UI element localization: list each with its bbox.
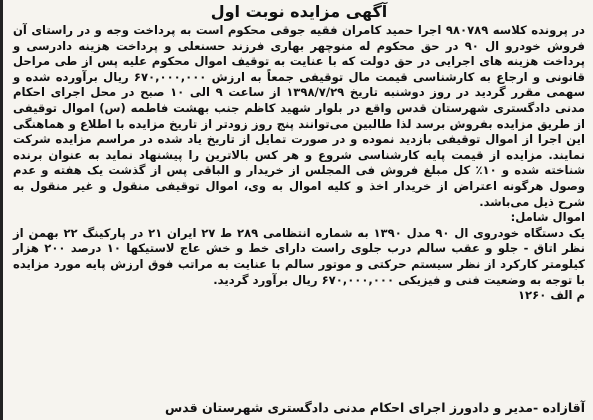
notice-main-paragraph: در پرونده کلاسه ۹۸۰۷۸۹ اجرا حمید کامران فقیه جوقی محکوم است به پرداخت وجه و در راستای آن فروش خودرو ال ۹۰ در حق محکوم له منوچهر بهاری فرزند حسنعلی و پرداخت هزینه دادرسی و پرداخت هزینه های اجرایی در حق دولت که با عنایت به توقیف اموال محکوم علیه پس از طی مراحل قانونی و ارجاع به کارشناسی قیمت مال توقیفی جمعاً به ارزش ۶۷۰,۰۰۰,۰۰۰ ریال برآورده شده و سهمی مقرر گردید در روز دوشنبه تاریخ ۱۳۹۸/۷/۲۹ از ساعت ۹ الی ۱۰ صبح در محل اجرای احکام مدنی دادگستری شهرستان قدس واقع در بلوار شهید کاظم جنب بهشت فاطمه (س) اموال توقیفی از طریق مزایده بفروش برسد لذا طالبین می‌توانند پنج روز زودتر از تاریخ مزایده با اطلاع و هماهنگی این اجرا از اموال توقیفی بازدید نموده و در صورت تمایل از تاریخ یاد شده در مراسم مزایده شرکت نمایند. مزایده از قیمت پایه کارشناسی شروع و هر کس بالاترین را پیشنهاد نماید به عنوان برنده شناخته شده و ۱۰٪ کل مبلغ فروش فی المجلس از خریدار و الباقی پس از گذشت یک هفته و عدم وصول هرگونه اعتراض از خریدار اخذ و کلیه اموال به وی، اموال توقیفی منقول و غیر منقول به شرح ذیل می‌باشد. [13, 23, 585, 209]
notice-signature: آقازاده -مدیر و دادورز اجرای احکام مدنی دادگستری شهرستان قدس [165, 400, 585, 415]
notice-title: آگهی مزایده نوبت اول [210, 2, 388, 21]
notice-body-text [13, 23, 585, 304]
assets-description: یک دستگاه خودروی ال ۹۰ مدل ۱۳۹۰ به شماره انتظامی ۲۸۹ ط ۲۷ ایران ۲۱ در پارکینگ ۲۲ بهمن از نظر اتاق - جلو و عقب سالم درب جلوی راست دارای خط و خش عاج لاستیکها ۱۰ درصد ۲۰۰ هزار کیلومتر کارکرد از نظر سیستم حرکتی و موتور سالم با عنایت به مراتب فوق ارزش پایه مورد مزایده با توجه به وضعیت فنی و فیزیکی ۶۷۰,۰۰۰,۰۰۰ ریال برآورد گردید. [13, 225, 585, 287]
assets-label: اموال شامل: [510, 210, 585, 225]
notice-reference-code: م الف ۱۲۶۰ [517, 288, 585, 303]
